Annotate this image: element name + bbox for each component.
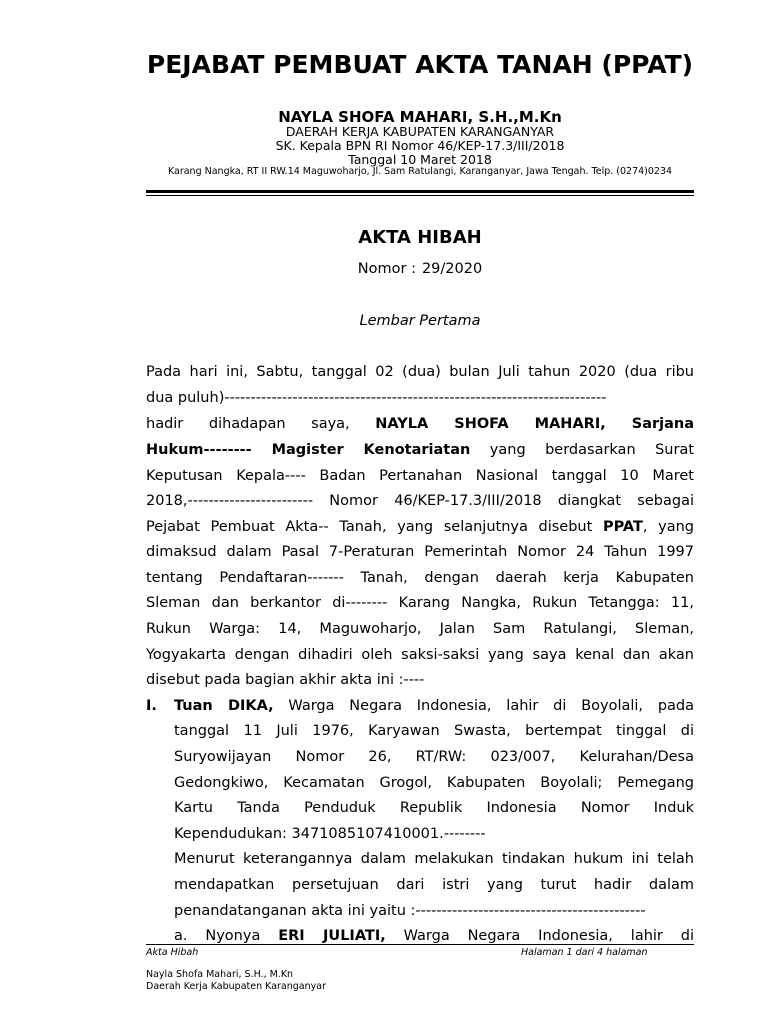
body-line: Menurut keterangannya dalam melakukan tindakan hukum ini telah [174, 851, 694, 867]
body-line: Pada hari ini, Sabtu, tanggal 02 (dua) bulan Juli tahun 2020 (dua ribu [146, 364, 694, 380]
body-text-bold: NAYLA SHOFA MAHARI, Sarjana [375, 416, 695, 432]
party-name: Tuan DIKA, [174, 698, 274, 714]
deed-number [146, 261, 694, 277]
body-line: tentang Pendaftaran------- Tanah, dengan daerah kerja Kabupaten [146, 570, 694, 586]
body-line: Suryowijayan Nomor 26, RT/RW: 023/007, Kelurahan/Desa [174, 749, 694, 765]
body-line [146, 415, 694, 433]
work-area: DAERAH KERJA KABUPATEN KARANGANYAR [285, 124, 555, 139]
deed-number-label: Nomor : [357, 261, 416, 277]
decree-number: SK. Kepala BPN RI Nomor 46/KEP-17.3/III/2018 [275, 138, 565, 153]
office-address: Karang Nangka, RT II RW.14 Maguwoharjo, Jl. Sam Ratulangi, Karanganyar, Jawa Tengah. Telp. (0274)0234 [167, 166, 673, 177]
footer-rule [146, 944, 694, 945]
body-line: disebut pada bagian akhir akta ini :---- [146, 672, 425, 688]
sheet-label: Lembar Pertama [359, 313, 481, 329]
spouse-name: ERI JULIATI, [278, 928, 386, 944]
body-line: dua puluh)------------------------------------------------------------------------- [146, 390, 607, 406]
deed-number-value: 29/2020 [421, 261, 483, 277]
body-line: Yogyakarta dengan dihadiri oleh saksi-saksi yang saya kenal dan akan [146, 647, 694, 663]
body-line: Gedongkiwo, Kecamatan Grogol, Kabupaten Boyolali; Pemegang [174, 775, 694, 791]
decree-date: Tanggal 10 Maret 2018 [348, 152, 492, 167]
body-text: hadir dihadapan saya, [146, 416, 350, 432]
body-line [174, 697, 694, 715]
body-line [146, 518, 694, 536]
body-line: Kartu Tanda Penduduk Republik Indonesia Nomor Induk [174, 800, 694, 816]
party-number: I. [146, 698, 157, 714]
body-text: Warga Negara Indonesia, lahir di [403, 928, 694, 944]
body-line: dimaksud dalam Pasal 7-Peraturan Pemerintah Nomor 24 Tahun 1997 [146, 544, 694, 560]
footer-area: Daerah Kerja Kabupaten Karanganyar [146, 981, 326, 992]
body-text: Warga Negara Indonesia, lahir di Boyolali, pada [288, 698, 695, 714]
letterhead-title: PEJABAT PEMBUAT AKTA TANAH (PPAT) [146, 50, 694, 79]
body-text: yang berdasarkan Surat [489, 442, 695, 458]
body-text-bold: PPAT [602, 519, 643, 535]
body-line: mendapatkan persetujuan dari istri yang turut hadir dalam [174, 877, 694, 893]
footer-official: Nayla Shofa Mahari, S.H., M.Kn [146, 969, 294, 980]
body-line [146, 441, 694, 459]
body-text-bold: Hukum-------- Magister Kenotariatan [146, 442, 471, 458]
body-line: Rukun Warga: 14, Maguwoharjo, Jalan Sam Ratulangi, Sleman, [146, 621, 694, 637]
body-text: Pejabat Pembuat Akta-- Tanah, yang selanjutnya disebut [146, 519, 593, 535]
footer-doc-name: Akta Hibah [146, 947, 199, 958]
body-text: a. Nyonya [174, 928, 261, 944]
body-line [174, 927, 694, 945]
official-name: NAYLA SHOFA MAHARI, S.H.,M.Kn [278, 108, 562, 126]
body-line: Kependudukan: 3471085107410001.-------- [174, 826, 486, 842]
body-line: 2018,------------------------ Nomor 46/KEP-17.3/III/2018 diangkat sebagai [146, 493, 694, 509]
body-text: , yang [642, 519, 694, 535]
letterhead-rule-thin [146, 195, 694, 196]
body-line: tanggal 11 Juli 1976, Karyawan Swasta, bertempat tinggal di [174, 723, 694, 739]
letterhead-rule-thick [146, 190, 694, 193]
footer-page-info: Halaman 1 dari 4 halaman [521, 947, 648, 958]
body-line: Keputusan Kepala---- Badan Pertanahan Nasional tanggal 10 Maret [146, 468, 694, 484]
body-line: penandatanganan akta ini yaitu :-------------------------------------------- [174, 903, 646, 919]
body-line: Sleman dan berkantor di-------- Karang Nangka, Rukun Tetangga: 11, [146, 595, 694, 611]
deed-title: AKTA HIBAH [358, 227, 482, 248]
